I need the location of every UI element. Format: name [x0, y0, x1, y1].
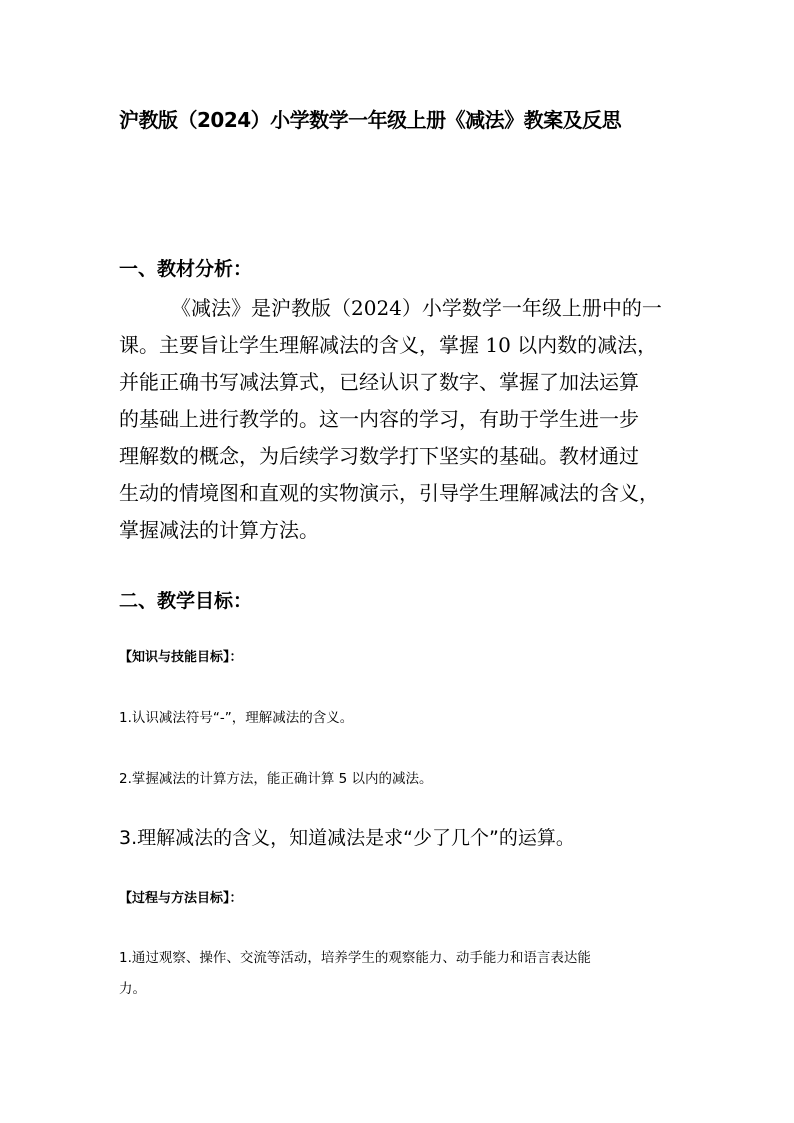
paragraph-line: 的基础上进行教学的。这一内容的学习，有助于学生进一步: [119, 407, 639, 431]
objective-item: 3.理解减法的含义，知道减法是求“少了几个”的运算。: [119, 827, 575, 849]
paragraph-line: 理解数的概念，为后续学习数学打下坚实的基础。教材通过: [119, 444, 639, 468]
paragraph-line: 并能正确书写减法算式，已经认识了数字、掌握了加法运算: [119, 370, 639, 394]
objective-item: 1.通过观察、操作、交流等活动，培养学生的观察能力、动手能力和语言表达能: [119, 950, 591, 966]
process-method-heading: 【过程与方法目标】：: [119, 891, 243, 906]
document-title: 沪教版（2024）小学数学一年级上册《减法》教案及反思: [119, 108, 622, 132]
knowledge-skill-heading: 【知识与技能目标】：: [119, 650, 243, 665]
objective-item-continuation: 力。: [119, 981, 146, 997]
section-heading-teaching-objectives: 二、教学目标：: [119, 590, 253, 612]
paragraph-line: 生动的情境图和直观的实物演示，引导学生理解减法的含义，: [119, 481, 659, 505]
paragraph-line: 掌握减法的计算方法。: [119, 518, 319, 542]
objective-item: 1.认识减法符号“-”，理解减法的含义。: [119, 710, 354, 726]
section-heading-textbook-analysis: 一、教材分析：: [119, 258, 253, 280]
objective-item: 2.掌握减法的计算方法，能正确计算 5 以内的减法。: [119, 771, 433, 787]
paragraph-line: 《减法》是沪教版（2024）小学数学一年级上册中的一: [171, 296, 662, 320]
paragraph-line: 课。主要旨让学生理解减法的含义，掌握 10 以内数的减法，: [119, 333, 658, 357]
